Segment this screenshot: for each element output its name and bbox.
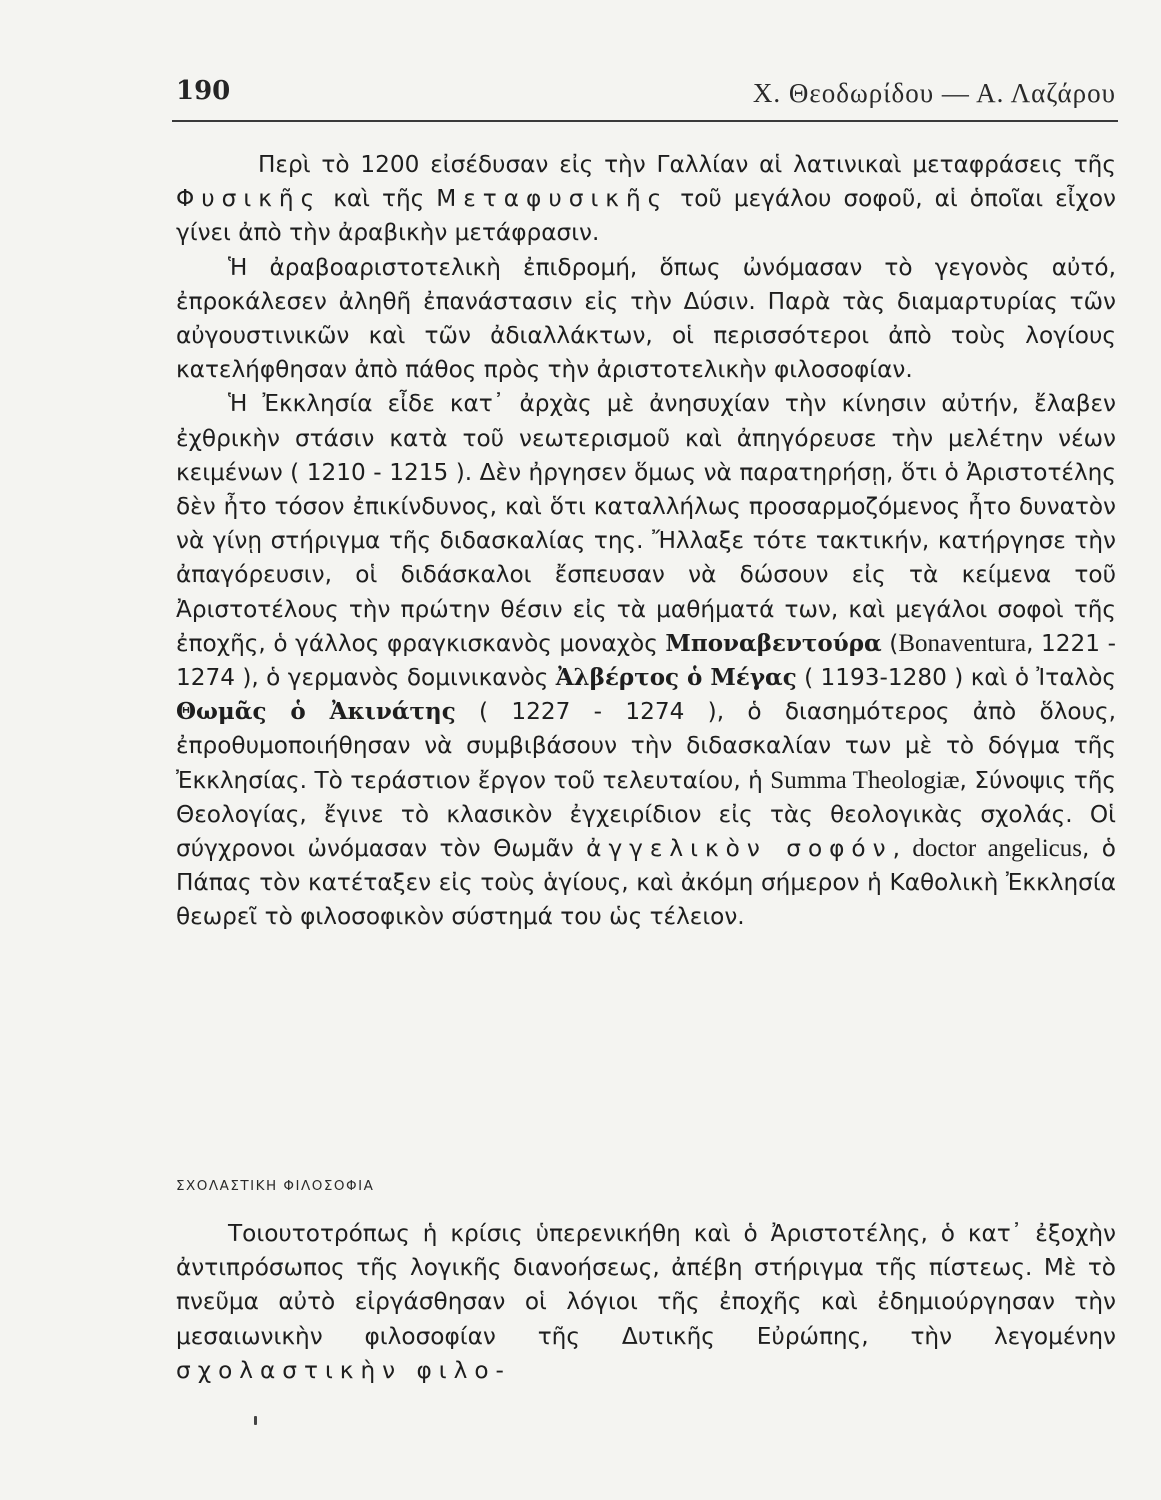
spaced-term-angelic-sage: ἀγγελικὸν σοφόν xyxy=(586,835,893,863)
stray-ink-mark xyxy=(254,1416,257,1425)
name-albertus-magnus: Ἀλβέρτος ὁ Μέγας xyxy=(555,664,797,692)
text-run: ( 1193-1280 ) καὶ ὁ Ἰταλὸς xyxy=(796,664,1116,692)
text-run: , 1221 - 1274 ), ὁ γερμανὸς δομινικανὸς xyxy=(176,629,1116,692)
name-thomas-aquinas: Θωμᾶς ὁ Ἀκινάτης xyxy=(176,698,456,726)
text-run: τοῦ μεγάλου σοφοῦ, αἱ ὁποῖαι εἶχον γίνει ἀπὸ τὴν ἀραβικὴν μετάφρασιν. xyxy=(176,185,1116,247)
text-run: ( 1227 - 1274 ), ὁ διασημότερος ἀπὸ ὅλους, ἐπροθυμοποιήθησαν νὰ συμβιβάσουν τὴν διδασκαλίαν των μὲ τὸ δόγμα τῆς Ἐκκλησίας. Τὸ τεράστιον ἔργον τοῦ τελευταίου, ἡ xyxy=(176,698,1116,794)
paragraph-4 xyxy=(176,1217,1116,1388)
latin-doctor-angelicus: doctor angelicus xyxy=(912,835,1082,863)
text-run: Τοιουτοτρόπως ἡ κρίσις ὑπερενικήθη καὶ ὁ Ἀριστοτέλης, ὁ κατ᾽ ἐξοχὴν ἀντιπρόσωπος τῆς λογικῆς διανοήσεως, ἀπέβη στήριγμα τῆς πίστεως. Μὲ τὸ πνεῦμα αὐτὸ εἰργάσθησαν οἱ λόγιοι τῆς ἐποχῆς καὶ ἐδημιούργησαν τὴν μεσαιωνικὴν φιλοσοφίαν τῆς Δυτικῆς Εὐρώπης, τὴν λεγομένην xyxy=(176,1220,1116,1350)
latin-bonaventura: Bonaventura xyxy=(898,629,1027,657)
main-text xyxy=(176,148,1116,935)
text-run: Ἡ Ἐκκλησία εἶδε κατ᾽ ἀρχὰς μὲ ἀνησυχίαν τὴν κίνησιν αὐτήν, ἔλαβεν ἐχθρικὴν στάσιν κατὰ τοῦ νεωτερισμοῦ καὶ ἀπηγόρευσε τὴν μελέτην νέων κειμένων ( 1210 - 1215 ). Δὲν ἠργησεν ὅμως νὰ παρατηρήσῃ, ὅτι ὁ Ἀριστοτέλης δὲν ἦτο τόσον ἐπικίνδυνος, καὶ ὅτι καταλλήλως προσαρμοζόμενος ἦτο δυνατὸν νὰ γίνῃ στήριγμα τῆς διδασκαλίας της. Ἤλλαξε τότε τακτικήν, κατήργησε τὴν ἀπαγόρευσιν, οἱ διδάσκαλοι ἔσπευσαν νὰ δώσουν εἰς τὰ κείμενα τοῦ Ἀριστοτέλους τὴν πρώτην θέσιν εἰς τὰ μαθήματά των, καὶ μεγάλοι σοφοὶ τῆς ἐποχῆς, ὁ γάλλος φραγκισκανὸς μοναχὸς xyxy=(176,390,1116,657)
text-run: , ὁ Πάπας τὸν κατέταξεν εἰς τοὺς ἁγίους, καὶ ἀκόμη σήμερον ἡ Καθολικὴ Ἐκκλησία θεωρεῖ τὸ φιλοσοφικὸν σύστημά του ὡς τέλειον. xyxy=(176,835,1116,931)
paragraph-2: Ἡ ἀραβοαριστοτελικὴ ἐπιδρομή, ὅπως ὠνόμασαν τὸ γεγονὸς αὐτό, ἐπροκάλεσεν ἀληθῆ ἐπανάστασιν εἰς τὴν Δύσιν. Παρὰ τὰς διαμαρτυρίας τῶν αὐγουστινικῶν καὶ τῶν ἀδιαλλάκτων, οἱ περισσότεροι ἀπὸ τοὺς λογίους κατελήφθησαν ἀπὸ πάθος πρὸς τὴν ἀριστοτελικὴν φιλοσοφίαν. xyxy=(176,253,1116,384)
running-head: Χ. Θεοδωρίδου — Α. Λαζάρου xyxy=(752,78,1116,108)
section-heading: ΣΧΟΛΑΣΤΙΚΗ ΦΙΛΟΣΟΦΙΑ xyxy=(176,1178,375,1194)
paragraph-3 xyxy=(176,387,1116,934)
header-rule xyxy=(172,120,1118,122)
text-run: ( xyxy=(881,629,899,657)
page-number: 190 xyxy=(176,76,231,106)
main-text-continued xyxy=(176,1217,1116,1388)
spaced-term-metaphysics: Μεταφυσικῆς xyxy=(436,185,669,213)
spaced-term-physics: Φυσικῆς xyxy=(176,185,322,213)
spaced-term-scholastic: σχολαστικὴν φιλο- xyxy=(176,1356,511,1384)
latin-summa-theologiae: Summa Theologiæ xyxy=(770,766,960,794)
paragraph-1 xyxy=(176,148,1116,251)
text-run: Περὶ τὸ 1200 εἰσέδυσαν εἰς τὴν Γαλλίαν αἱ λατινικαὶ μεταφράσεις τῆς xyxy=(258,151,1116,178)
text-run: , Σύνοψις τῆς Θεολογίας, ἔγινε τὸ κλασικὸν ἐγχειρίδιον εἰς τὰς θεολογικὰς σχολάς. Οἱ σύγχρονοι ὠνόμασαν τὸν Θωμᾶν xyxy=(176,766,1117,863)
text-run: , xyxy=(892,835,913,863)
page-header xyxy=(176,72,1116,112)
text-run: καὶ τῆς xyxy=(321,185,437,213)
name-bonaventura-greek: Μποναβεντούρα xyxy=(665,629,882,657)
